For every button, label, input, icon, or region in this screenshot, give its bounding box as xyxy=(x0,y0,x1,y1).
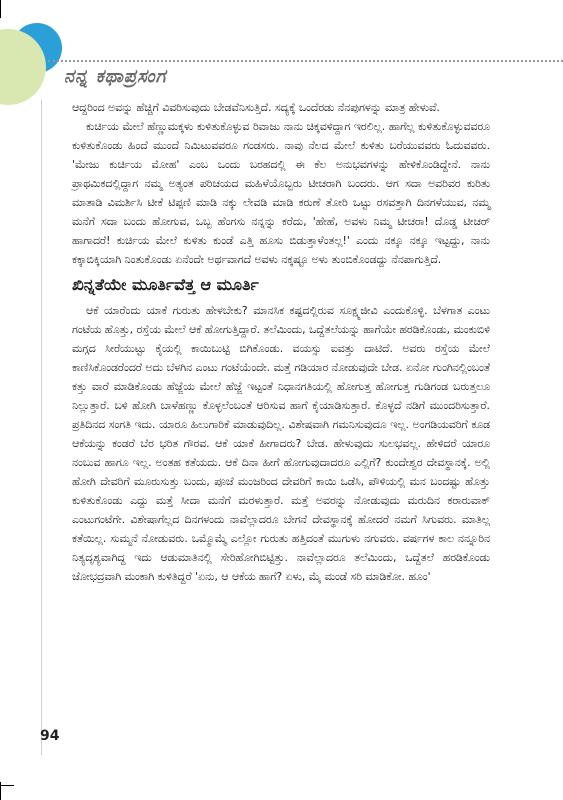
body-text xyxy=(72,98,490,586)
page-number: 94 xyxy=(40,728,60,744)
paragraph-2: ಕುರ್ಚಿಯ ಮೇಲೆ ಹೆಣ್ಣುಮಕ್ಕಳು ಕುಳಿತುಕೊಳ್ಳುವ ರಿವಾಜು ನಾನು ಚಿಕ್ಕವಳಿದ್ದಾಗ ಇರಲಿಲ್ಲ. ಹಾಗೆಲ್ಲ ಕುಳಿತುಕೊಳ್ಳುವವರೂ ಕುಳಿತುಕೊಂಡು ಹಿಂದೆ ಮುಂದೆ ನಿಮಿಟುವವರೂ ಗಂಡಸರು. ನಾವು ನೆಲದ ಮೇಲೆ ಕುಳಿತು ಬರೆಯುವವರು ಓದುವವರು. 'ಮೇಜು ಕುರ್ಚಿಯ ಮೋಹ' ಎಂಬ ಒಂದು ಬರಹದಲ್ಲಿ ಈ ಕೆಲ ಅನುಭವಗಳನ್ನು ಹೇಳಿಕೊಂಡಿದ್ದೇನೆ. ನಾನು ಪ್ರಾಥಮಿಕದಲ್ಲಿದ್ದಾಗ ನಮ್ಮ ಅತ್ಯಂತ ಪರಿಚಯದ ಮಹಿಳೆಯೊಬ್ಬರು ಟೀಚರಾಗಿ ಬಂದರು. ಆಗ ಸದಾ ಅವರಿವರ ಕುರಿತು ಮಾತಾಡಿ ವಿಮರ್ಶಿಸಿ ಟೀಕೆ ಟಿಪ್ಪಣಿ ಮಾಡಿ ನಕ್ಕು ಲೇವಡಿ ಮಾಡಿ ಕರುಣೆ ತೋರಿ ಒಟ್ಟು ರಸವತ್ತಾಗಿ ದಿನಗಳೆಯುವ, ನಮ್ಮ ಮನೆಗೆ ಸದಾ ಬಂದು ಹೋಗುವ, ಒಬ್ಬ ಹೆಂಗಸು ನನ್ನನ್ನು ಕರೆದು, 'ಹೇಹೆ, ಅವಳು ನಿಮ್ಮ ಟೀಚರಾ! ದೊಡ್ಡ ಟೀಚರ್ ಹಾಗಾದರೆ! ಕುರ್ಚಿಯ ಮೇಲೆ ಕುಳಿತು ಕುಂಡೆ ಎತ್ತಿ ಹೂಸು ಬಿಡುತ್ತಾಳೆಂತಲ್ಲ!' ಎಂದು ನಕ್ಕೂ ನಕ್ಕೂ ಇಟ್ಟದ್ದು, ನಾನು ಕಕ್ಕಾಬಿಕ್ಕಿಯಾಗಿ ನಿಂತುಕೊಂಡು ಏನೆಂದೇ ಅರ್ಥವಾಗದೆ ಅವಳು ನಕ್ಕಷ್ಟೂ ಅಳು ತುಂಬಿಕೊಂಡದ್ದು ನೆನಪಾಗುತ್ತಿದೆ. xyxy=(72,120,490,266)
crop-mark-bottom-left-horizontal xyxy=(0,785,14,786)
crop-mark-top-left-vertical xyxy=(0,0,1,18)
paragraph-1: ಆದ್ದರಿಂದ ಅವನ್ನು ಹೆಚ್ಚಿಗೆ ವಿವರಿಸುವುದು ಬೇಡವೆನಿಸುತ್ತಿದೆ. ಸದ್ಯಕ್ಕೆ ಒಂದೆರಡು ನೆನಪುಗಳನ್ನು ಮಾತ್ರ ಹೇಳುವೆ. xyxy=(72,101,440,114)
chapter-title: ನನ್ನ ಕಥಾಪ್ರಸಂಗ xyxy=(64,66,167,87)
header-dotted-rule xyxy=(48,60,563,62)
paragraph-3: ಆಕೆ ಯಾರೆಂದು ಯಾಕೆ ಗುರುತು ಹೇಳಬೇಕು? ಮಾನಸಿಕ ಕಷ್ಟದಲ್ಲಿರುವ ಸೂಕ್ಷ್ಮಜೀವಿ ಎಂದುಕೊಳ್ಳಿ. ಬೆಳಗಾತ ಎಂಟು ಗಂಟೆಯ ಹೊತ್ತು, ರಸ್ತೆಯ ಮೇಲೆ ಆಕೆ ಹೋಗುತ್ತಿದ್ದಾರೆ. ತಲೆಮಿಂದು, ಒದ್ದೆತಲೆಯನ್ನು ಹಾಗೆಯೇ ಹರಡಿಕೊಂಡು, ಮಂಕುಬಿಳಿ ಮಗ್ಗದ ಸೀರೆಯುಟ್ಟು ಕೈಯಲ್ಲಿ ಕಾಯಿಬುಟ್ಟಿ ಬಿಗಿಕೊಂಡು. ವಯಸ್ಸು ಐವತ್ತು ದಾಟಿದೆ. ಅವರು ರಸ್ತೆಯ ಮೇಲೆ ಕಾಣಿಸಿಕೊಂಡರೆಂದರೆ ಅದು ಬೆಳಗಿನ ಎಂಟು ಗಂಟೆಯೆಂದೇ. ಮತ್ತೆ ಗಡಿಯಾರ ನೋಡುವುದೇ ಬೇಡ. ಏನೋ ಗುಂಗಿನಲ್ಲಿಂಬಂತೆ ಕತ್ತು ವಾರೆ ಮಾಡಿಕೊಂಡು ಹೆಜ್ಜೆಯ ಮೇಲೆ ಹೆಜ್ಜೆ ಇಟ್ಟಂತೆ ನಿಧಾನಗತಿಯಲ್ಲಿ ಹೋಗುತ್ತ ಹೋಗುತ್ತ ಗುಡಿಗಂಡ ಬರುತ್ತಲೂ ನಿಲ್ಲುತ್ತಾರೆ. ಬಳಿ ಹೋಗಿ ಬಾಳೆಹಣ್ಣು ಕೊಳ್ಳಲೆಂಬಂತೆ ಆರಿಸುವ ಹಾಗೆ ಕೈಯಾಡಿಸುತ್ತಾರೆ. ಕೊಳ್ಳದೆ ನಡಿಗೆ ಮುಂದರಿಸುತ್ತಾರೆ. ಪ್ರತಿದಿನದ ಸಂಗತಿ ಇದು. ಯಾರೂ ಹಿಲುಗಾರಿಕೆ ಮಾಡುವುದಿಲ್ಲ. ವಿಶೇಷವಾಗಿ ಗಮನಿಸುವುದೂ ಇಲ್ಲ. ಅಂಗಡಿಯವರಿಗೆ ಕೂಡ ಆಕೆಯನ್ನು ಕಂಡರೆ ಬೆರ ಭರಿತ ಗೌರವ. ಆಕೆ ಯಾಕೆ ಹೀಗಾದರು? ಬೇಡ. ಹೇಳುವುದು ಸುಲಭವಲ್ಲ. ಹೇಳಿದರೆ ಯಾರೂ ನಂಬುವ ಹಾಗೂ ಇಲ್ಲ. ಅಂತಹ ಕತೆಯದು. ಆಕೆ ದಿನಾ ಹೀಗೆ ಹೋಗುವುದಾದರೂ ಎಲ್ಲಿಗೆ? ಕುಂದೇಶ್ವರ ದೇವಸ್ಥಾನಕ್ಕೆ. ಅಲ್ಲಿ ಹೋಗಿ ದೇವರಿಗೆ ಮೂರುಸುತ್ತು ಬಂದು, ಪೂಜೆ ಮಂಜರಿಂದ ದೇವರಿಗೆ ಕಾಯಿ ಒಡೆಸಿ, ಪೌಳಿಯಲ್ಲಿ ಮನ ಬಂದಷ್ಟು ಹೊತ್ತು ಕುಳಿತುಕೊಂಡು ಎದ್ದು ಮತ್ತೆ ಸೀದಾ ಮನೆಗೆ ಮರಳುತ್ತಾರೆ. ಮತ್ತೆ ಅವರನ್ನು ನೋಡುವುದು ಮರುದಿನ ಕರಾರುವಾಕ್ ಎಂಟುಗಂಟೆಗೇ. ವಿಶೇಷಾಗೆಲ್ಲದ ದಿನಗಳಂದು ನಾವೆಲ್ಲಾದರೂ ಬೇಗನೆ ದೇವಸ್ಥಾನಕ್ಕೆ ಹೋದರೆ ನಮಗೆ ಸಿಗುವರು. ಮಾತಿಲ್ಲ ಕತೆಯಿಲ್ಲ. ಸುಮ್ಮನೆ ನೋಡುವರು. ಒಮ್ಮೊಮ್ಮೆ ಎಲ್ಲೋ ಗುರುತು ಹತ್ತಿದಂತೆ ಮುಗುಳು ನಗುವರು. ವರ್ಷಗಳ ಕಾಲ ನನ್ನೂರಿನ ನಿತ್ಯದೃಶ್ಯವಾಗಿದ್ದ ಇದು ಆಡುಮಾತಿನಲ್ಲಿ ಸೇರಿಹೋಗಿಬಿಟ್ಟಿತ್ತು. ನಾವೆಲ್ಲಾದರೂ ತಲೆಮಿಂದು, ಒದ್ದೆತಲೆ ಹರಡಿಕೊಂಡು ಜೋಭದ್ರವಾಗಿ ಮಂಕಾಗಿ ಕುಳಿತಿದ್ದರೆ 'ಏನು, ಆ ಆಕೆಯ ಹಾಗೆ? ಏಳು, ಮೈ ಮಂಡೆ ಸರಿ ಮಾಡಿಕೋ. ಹೂಂ' xyxy=(72,304,491,583)
margin-rule xyxy=(41,100,42,755)
section-heading: ಖಿನ್ನತೆಯೇ ಮೂರ್ತಿವೆತ್ತ ಆ ಮೂರ್ತಿ xyxy=(72,275,259,294)
